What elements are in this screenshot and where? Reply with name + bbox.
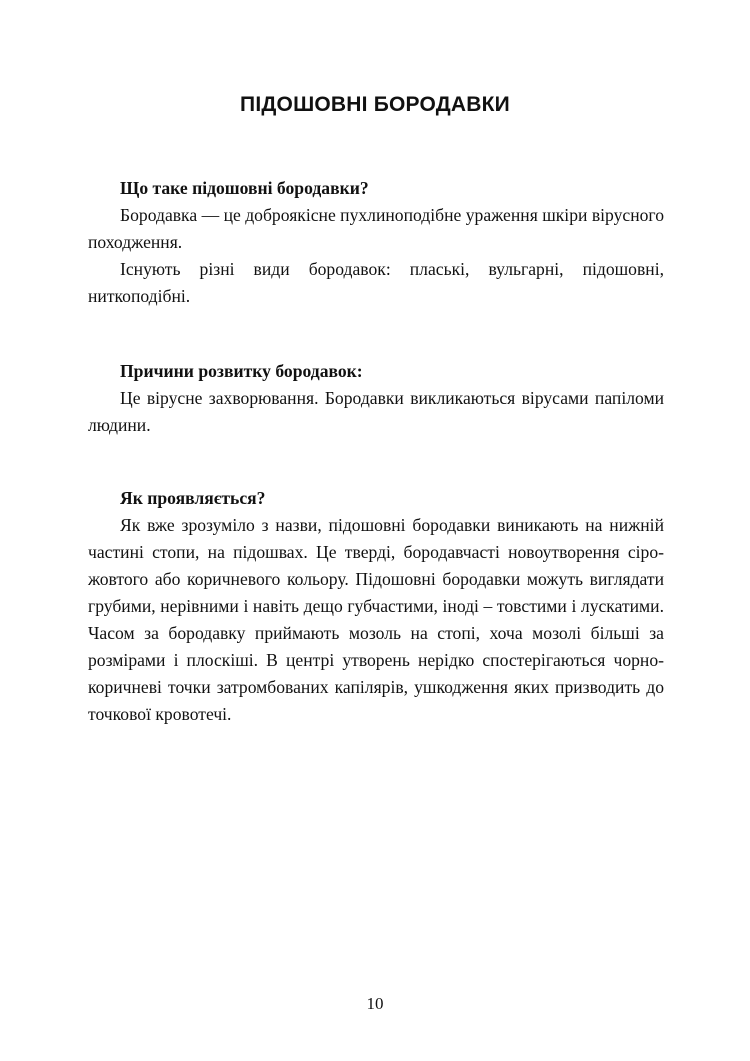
section-symptoms (88, 485, 664, 728)
page-title: ПІДОШОВНІ БОРОДАВКИ (240, 93, 510, 116)
section-causes (88, 358, 664, 439)
paragraph: Як вже зрозуміло з назви, підошовні бородавки виникають на нижній частині стопи, на підошвах. Це тверді, бородавчасті новоутворення сіро-жовтого або коричневого кольору. Підошовні бородавки можуть виглядати грубими, нерівними і навіть дещо губчастими, іноді – товстими і лускатими. Часом за бородавку приймають мозоль на стопі, хоча мозолі більші за розмірами і плоскіші. В центрі утворень нерідко спостерігаються чорно-коричневі точки затромбованих капілярів, ушкодження яких призводить до точкової кровотечі. (88, 515, 664, 724)
paragraph: Існують різні види бородавок: плаські, вульгарні, підошовні, ниткоподібні. (88, 259, 664, 306)
paragraph: Це вірусне захворювання. Бородавки викликаються вірусами папіломи людини. (88, 388, 664, 435)
section-heading: Причини розвитку бородавок: (120, 361, 363, 381)
section-heading: Як проявляється? (120, 488, 266, 508)
section-heading: Що таке підошовні бородавки? (120, 178, 369, 198)
page-number: 10 (366, 994, 384, 1013)
paragraph: Бородавка — це доброякісне пухлиноподібне ураження шкіри вірусного походження. (88, 205, 664, 252)
section-what-are-plantar-warts (88, 175, 664, 310)
